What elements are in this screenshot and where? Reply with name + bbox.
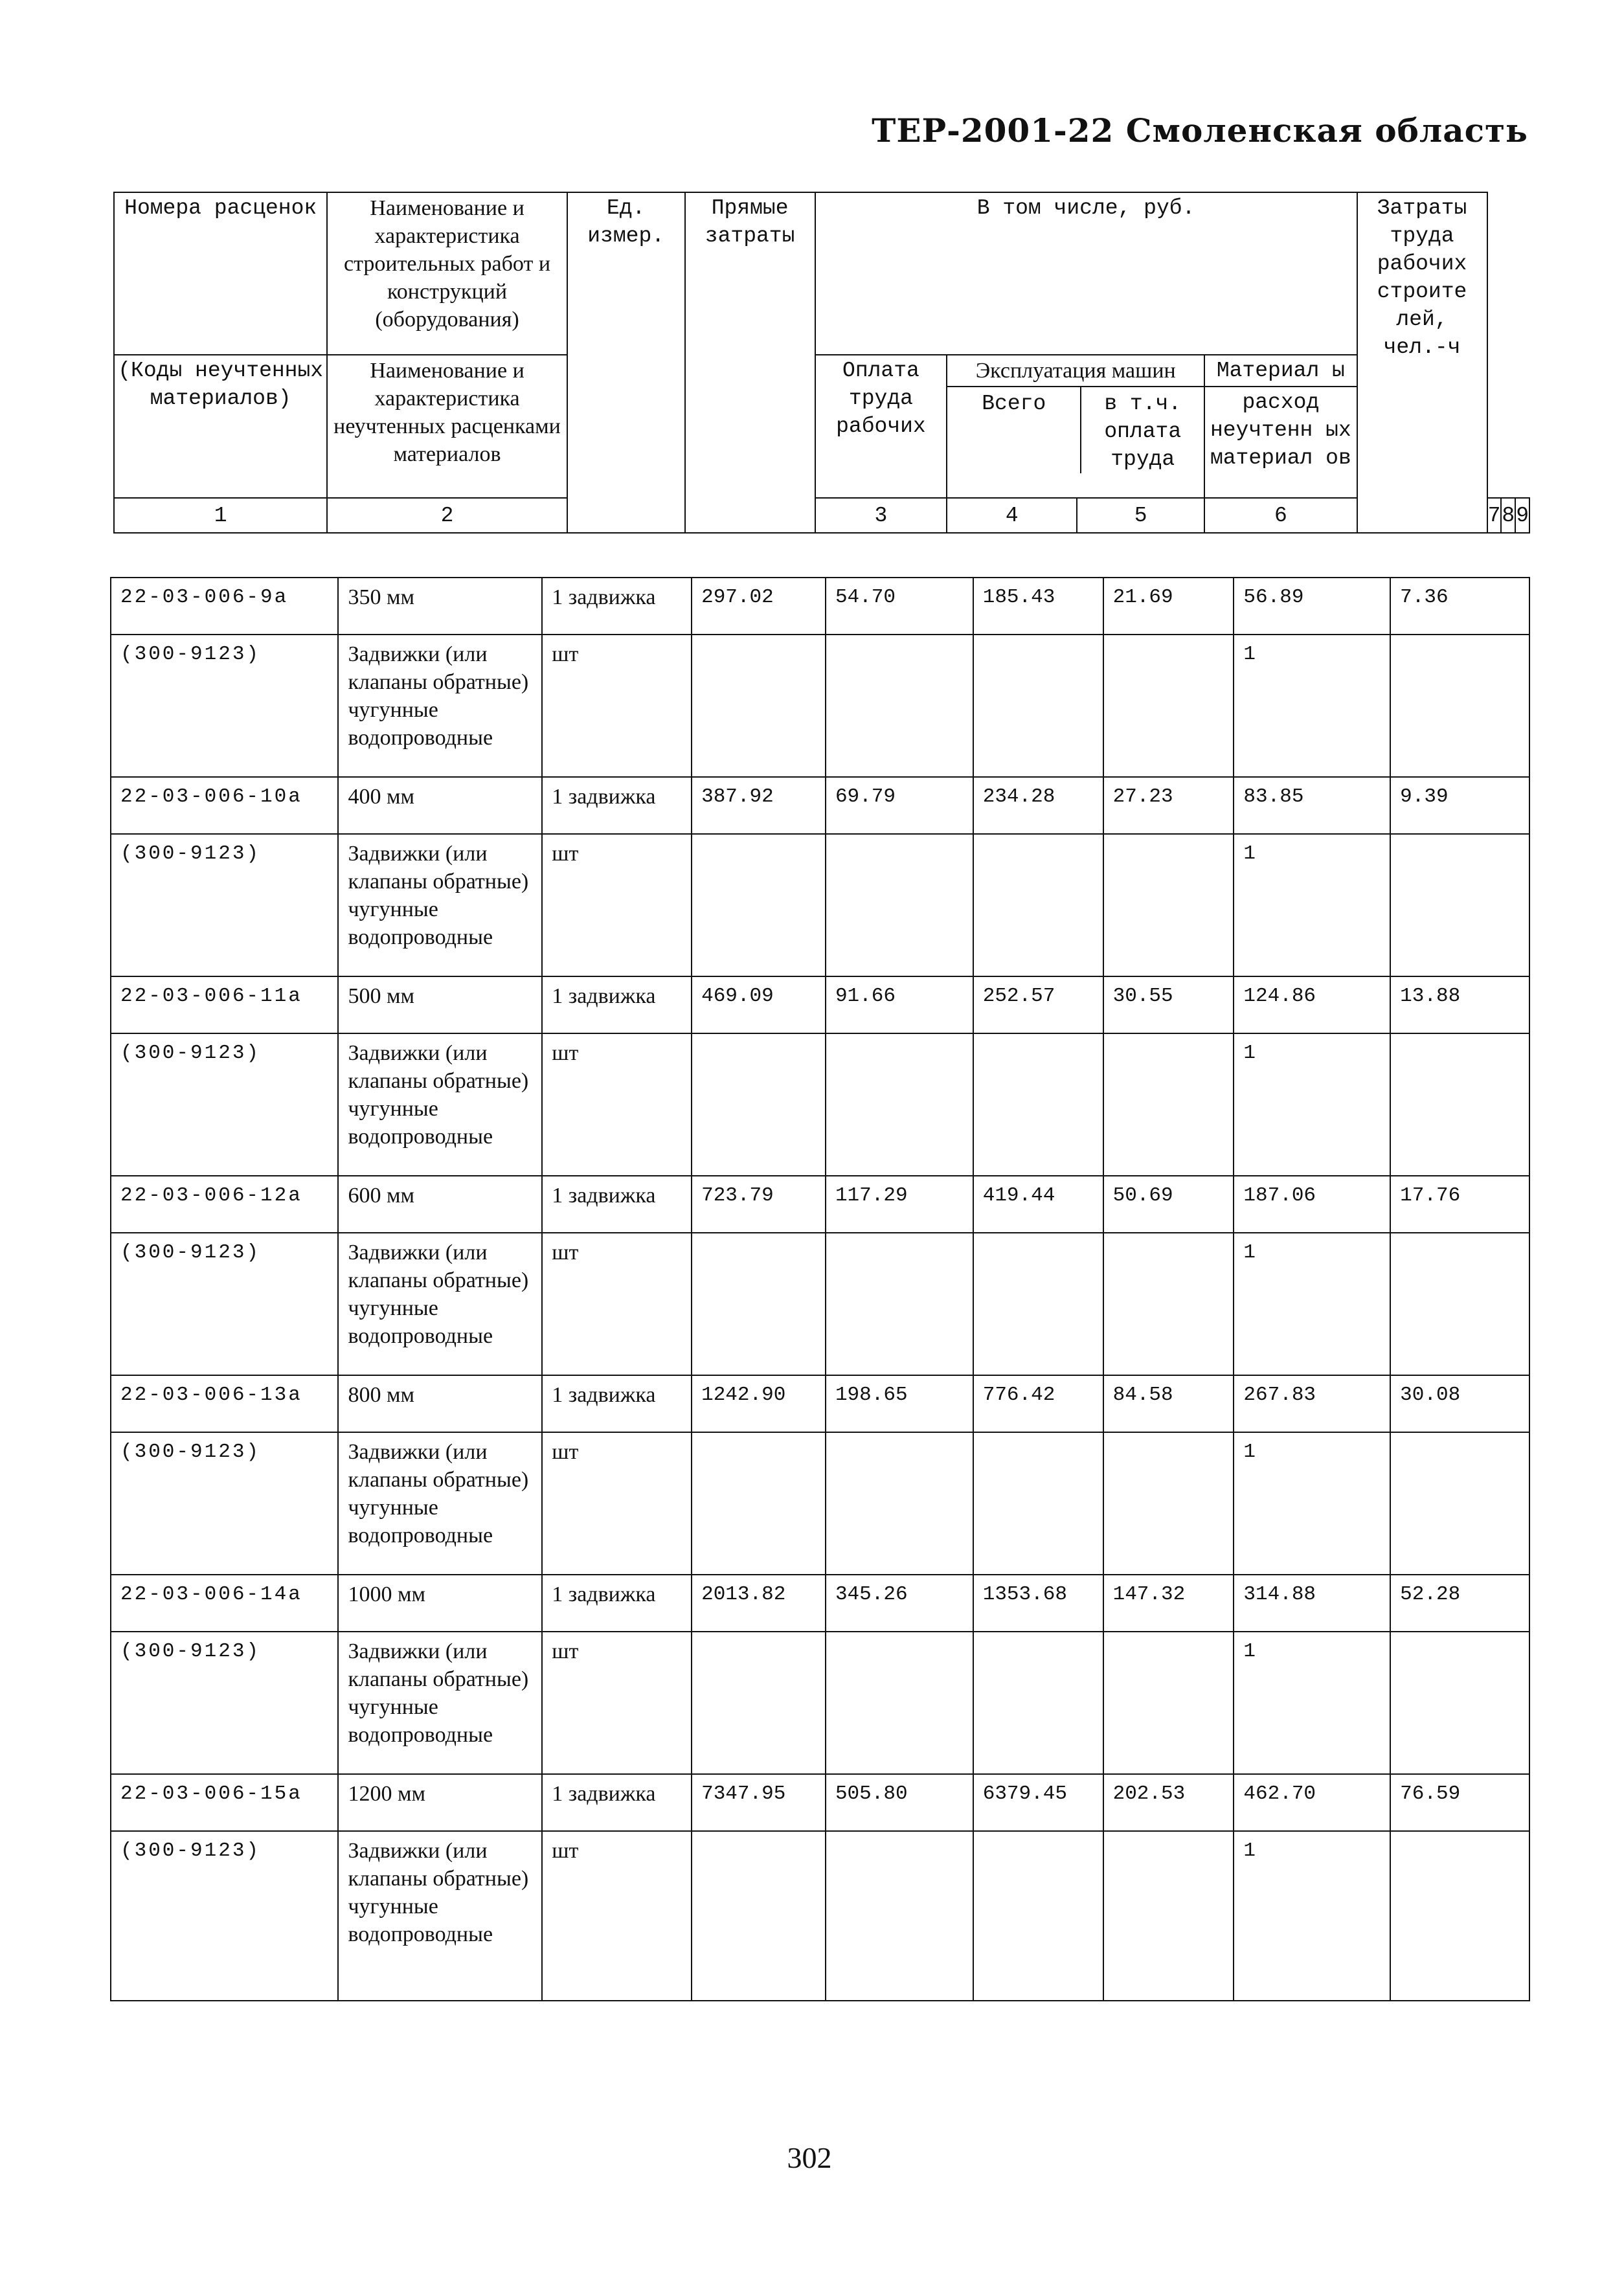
cell-machines-total: 419.44 xyxy=(973,1176,1103,1233)
header-labor-hours: Затраты труда рабочих строите лей, чел.-ч xyxy=(1357,192,1487,533)
cell-name: 350 мм xyxy=(338,578,542,635)
header-machines-labor: в т.ч. оплата труда xyxy=(1104,392,1182,471)
header-num-2: 2 xyxy=(327,498,567,533)
cell-labor xyxy=(826,1432,973,1575)
material-row xyxy=(111,1033,1529,1176)
cell-code: (300-9123) xyxy=(111,1432,338,1575)
cell-hours xyxy=(1390,635,1529,777)
header-num-4: 4 xyxy=(947,498,1077,533)
material-row xyxy=(111,1831,1529,2001)
cell-labor xyxy=(826,834,973,976)
header-labor-pay: Оплата труда рабочих xyxy=(815,355,947,498)
header-codes: Номера расценок xyxy=(114,192,327,355)
cell-labor: 54.70 xyxy=(826,578,973,635)
cell-code: 22-03-006-14а xyxy=(111,1575,338,1632)
cell-materials: 314.88 xyxy=(1234,1575,1390,1632)
header-num-9: 9 xyxy=(1515,498,1529,533)
cell-machines-labor: 30.55 xyxy=(1103,976,1234,1033)
header-material-name: Наименование и характеристика неучтенных расценками материалов xyxy=(327,355,567,498)
header-num-6: 6 xyxy=(1204,498,1357,533)
cell-machines-labor xyxy=(1103,1831,1234,2001)
rate-row xyxy=(111,578,1529,635)
cell-machines-labor xyxy=(1103,1233,1234,1375)
cell-materials: 1 xyxy=(1234,1233,1390,1375)
cell-direct xyxy=(692,1831,826,2001)
cell-code: (300-9123) xyxy=(111,1632,338,1774)
cell-machines-total: 776.42 xyxy=(973,1375,1103,1432)
material-row xyxy=(111,1432,1529,1575)
cell-unit: шт xyxy=(542,635,692,777)
cell-materials: 1 xyxy=(1234,1831,1390,2001)
cell-unit: 1 задвижка xyxy=(542,1774,692,1831)
cell-labor xyxy=(826,1233,973,1375)
material-row xyxy=(111,1233,1529,1375)
cell-unit: 1 задвижка xyxy=(542,1176,692,1233)
cell-direct: 469.09 xyxy=(692,976,826,1033)
header-num-8: 8 xyxy=(1501,498,1515,533)
cell-materials: 1 xyxy=(1234,1033,1390,1176)
cell-direct: 723.79 xyxy=(692,1176,826,1233)
cell-unit: 1 задвижка xyxy=(542,1375,692,1432)
cell-name: 1000 мм xyxy=(338,1575,542,1632)
cell-machines-total xyxy=(973,635,1103,777)
cell-machines-labor xyxy=(1103,1033,1234,1176)
cell-code: 22-03-006-12а xyxy=(111,1176,338,1233)
cell-machines-total: 1353.68 xyxy=(973,1575,1103,1632)
cell-direct xyxy=(692,635,826,777)
cell-machines-labor xyxy=(1103,1432,1234,1575)
cell-name: 1200 мм xyxy=(338,1774,542,1831)
cell-unit: 1 задвижка xyxy=(542,976,692,1033)
cell-labor: 69.79 xyxy=(826,777,973,834)
cell-hours xyxy=(1390,1632,1529,1774)
cell-unit: шт xyxy=(542,1632,692,1774)
cell-machines-total xyxy=(973,1233,1103,1375)
cell-materials: 187.06 xyxy=(1234,1176,1390,1233)
cell-unit: 1 задвижка xyxy=(542,578,692,635)
cell-unit: шт xyxy=(542,1033,692,1176)
cell-direct xyxy=(692,1432,826,1575)
cell-name: Задвижки (или клапаны обратные) чугунные водопроводные xyxy=(338,834,542,976)
cell-hours: 17.76 xyxy=(1390,1176,1529,1233)
cell-materials: 1 xyxy=(1234,635,1390,777)
rate-row xyxy=(111,1176,1529,1233)
cell-hours xyxy=(1390,1033,1529,1176)
cell-unit: 1 задвижка xyxy=(542,777,692,834)
cell-materials: 124.86 xyxy=(1234,976,1390,1033)
cell-labor xyxy=(826,635,973,777)
cell-direct xyxy=(692,1033,826,1176)
cell-materials: 56.89 xyxy=(1234,578,1390,635)
cell-machines-labor: 21.69 xyxy=(1103,578,1234,635)
cell-labor xyxy=(826,1831,973,2001)
cell-hours: 30.08 xyxy=(1390,1375,1529,1432)
rate-row xyxy=(111,976,1529,1033)
cell-machines-total: 6379.45 xyxy=(973,1774,1103,1831)
cell-labor: 91.66 xyxy=(826,976,973,1033)
cell-unit: шт xyxy=(542,1233,692,1375)
table-header xyxy=(113,192,1530,534)
header-work-name: Наименование и характеристика строительных работ и конструкций (оборудования) xyxy=(327,192,567,355)
cell-code: (300-9123) xyxy=(111,1831,338,2001)
cell-unit: шт xyxy=(542,834,692,976)
cell-materials: 1 xyxy=(1234,1632,1390,1774)
cell-direct: 2013.82 xyxy=(692,1575,826,1632)
cell-name: Задвижки (или клапаны обратные) чугунные водопроводные xyxy=(338,1033,542,1176)
cell-hours: 76.59 xyxy=(1390,1774,1529,1831)
cell-direct: 1242.90 xyxy=(692,1375,826,1432)
header-num-3: 3 xyxy=(815,498,947,533)
cell-direct: 7347.95 xyxy=(692,1774,826,1831)
material-row xyxy=(111,834,1529,976)
cell-name: Задвижки (или клапаны обратные) чугунные водопроводные xyxy=(338,1831,542,2001)
cell-name: 500 мм xyxy=(338,976,542,1033)
cell-machines-total xyxy=(973,1831,1103,2001)
material-row xyxy=(111,635,1529,777)
cell-hours: 52.28 xyxy=(1390,1575,1529,1632)
cell-hours: 9.39 xyxy=(1390,777,1529,834)
cell-name: 600 мм xyxy=(338,1176,542,1233)
cell-materials: 1 xyxy=(1234,834,1390,976)
cell-labor: 117.29 xyxy=(826,1176,973,1233)
cell-code: (300-9123) xyxy=(111,834,338,976)
cell-unit: шт xyxy=(542,1831,692,2001)
cell-labor xyxy=(826,1632,973,1774)
cell-labor: 505.80 xyxy=(826,1774,973,1831)
rate-row xyxy=(111,1375,1529,1432)
cell-code: 22-03-006-10а xyxy=(111,777,338,834)
cell-machines-labor: 147.32 xyxy=(1103,1575,1234,1632)
material-row xyxy=(111,1632,1529,1774)
cell-code: 22-03-006-13а xyxy=(111,1375,338,1432)
cell-name: Задвижки (или клапаны обратные) чугунные водопроводные xyxy=(338,1432,542,1575)
rates-table xyxy=(110,577,1530,2001)
header-machines: Эксплуатация машин xyxy=(947,355,1204,387)
cell-name: Задвижки (или клапаны обратные) чугунные водопроводные xyxy=(338,635,542,777)
header-materials: Материал ы xyxy=(1205,355,1356,387)
cell-machines-labor xyxy=(1103,1632,1234,1774)
header-material-consumption: расход неучтенн ых материал ов xyxy=(1210,390,1351,470)
cell-materials: 1 xyxy=(1234,1432,1390,1575)
cell-machines-total: 252.57 xyxy=(973,976,1103,1033)
header-num-5: 5 xyxy=(1077,498,1204,533)
header-direct-costs: Прямые затраты xyxy=(685,192,815,533)
cell-direct xyxy=(692,1632,826,1774)
cell-materials: 83.85 xyxy=(1234,777,1390,834)
cell-hours: 13.88 xyxy=(1390,976,1529,1033)
cell-machines-labor xyxy=(1103,635,1234,777)
cell-machines-total xyxy=(973,1432,1103,1575)
rate-row xyxy=(111,777,1529,834)
cell-code: (300-9123) xyxy=(111,635,338,777)
header-machines-total: Всего xyxy=(947,387,1081,473)
cell-labor: 198.65 xyxy=(826,1375,973,1432)
cell-direct xyxy=(692,1233,826,1375)
cell-code: 22-03-006-11а xyxy=(111,976,338,1033)
cell-machines-total xyxy=(973,1632,1103,1774)
cell-machines-labor: 84.58 xyxy=(1103,1375,1234,1432)
cell-machines-labor xyxy=(1103,834,1234,976)
cell-direct: 297.02 xyxy=(692,578,826,635)
cell-name: Задвижки (или клапаны обратные) чугунные водопроводные xyxy=(338,1233,542,1375)
rate-row xyxy=(111,1575,1529,1632)
cell-machines-total xyxy=(973,834,1103,976)
cell-hours xyxy=(1390,834,1529,976)
header-num-7: 7 xyxy=(1487,498,1502,533)
cell-hours xyxy=(1390,1432,1529,1575)
cell-hours xyxy=(1390,1831,1529,2001)
cell-machines-total: 234.28 xyxy=(973,777,1103,834)
cell-machines-labor: 202.53 xyxy=(1103,1774,1234,1831)
rate-row xyxy=(111,1774,1529,1831)
cell-labor xyxy=(826,1033,973,1176)
header-material-codes: (Коды неучтенных материалов) xyxy=(114,355,327,498)
cell-materials: 267.83 xyxy=(1234,1375,1390,1432)
cell-machines-total: 185.43 xyxy=(973,578,1103,635)
cell-name: 400 мм xyxy=(338,777,542,834)
cell-name: 800 мм xyxy=(338,1375,542,1432)
cell-materials: 462.70 xyxy=(1234,1774,1390,1831)
cell-hours xyxy=(1390,1233,1529,1375)
cell-code: 22-03-006-9а xyxy=(111,578,338,635)
cell-code: (300-9123) xyxy=(111,1233,338,1375)
cell-machines-labor: 27.23 xyxy=(1103,777,1234,834)
header-num-1: 1 xyxy=(114,498,327,533)
cell-unit: 1 задвижка xyxy=(542,1575,692,1632)
cell-direct xyxy=(692,834,826,976)
cell-hours: 7.36 xyxy=(1390,578,1529,635)
cell-machines-labor: 50.69 xyxy=(1103,1176,1234,1233)
cell-code: (300-9123) xyxy=(111,1033,338,1176)
cell-machines-total xyxy=(973,1033,1103,1176)
cell-labor: 345.26 xyxy=(826,1575,973,1632)
page-number: 302 xyxy=(787,2141,832,2174)
header-unit: Ед. измер. xyxy=(567,192,685,533)
cell-code: 22-03-006-15а xyxy=(111,1774,338,1831)
header-including-group: В том числе, руб. xyxy=(815,192,1357,355)
cell-direct: 387.92 xyxy=(692,777,826,834)
cell-name: Задвижки (или клапаны обратные) чугунные водопроводные xyxy=(338,1632,542,1774)
document-title: ТЕР-2001-22 Смоленская область xyxy=(872,111,1528,150)
cell-unit: шт xyxy=(542,1432,692,1575)
